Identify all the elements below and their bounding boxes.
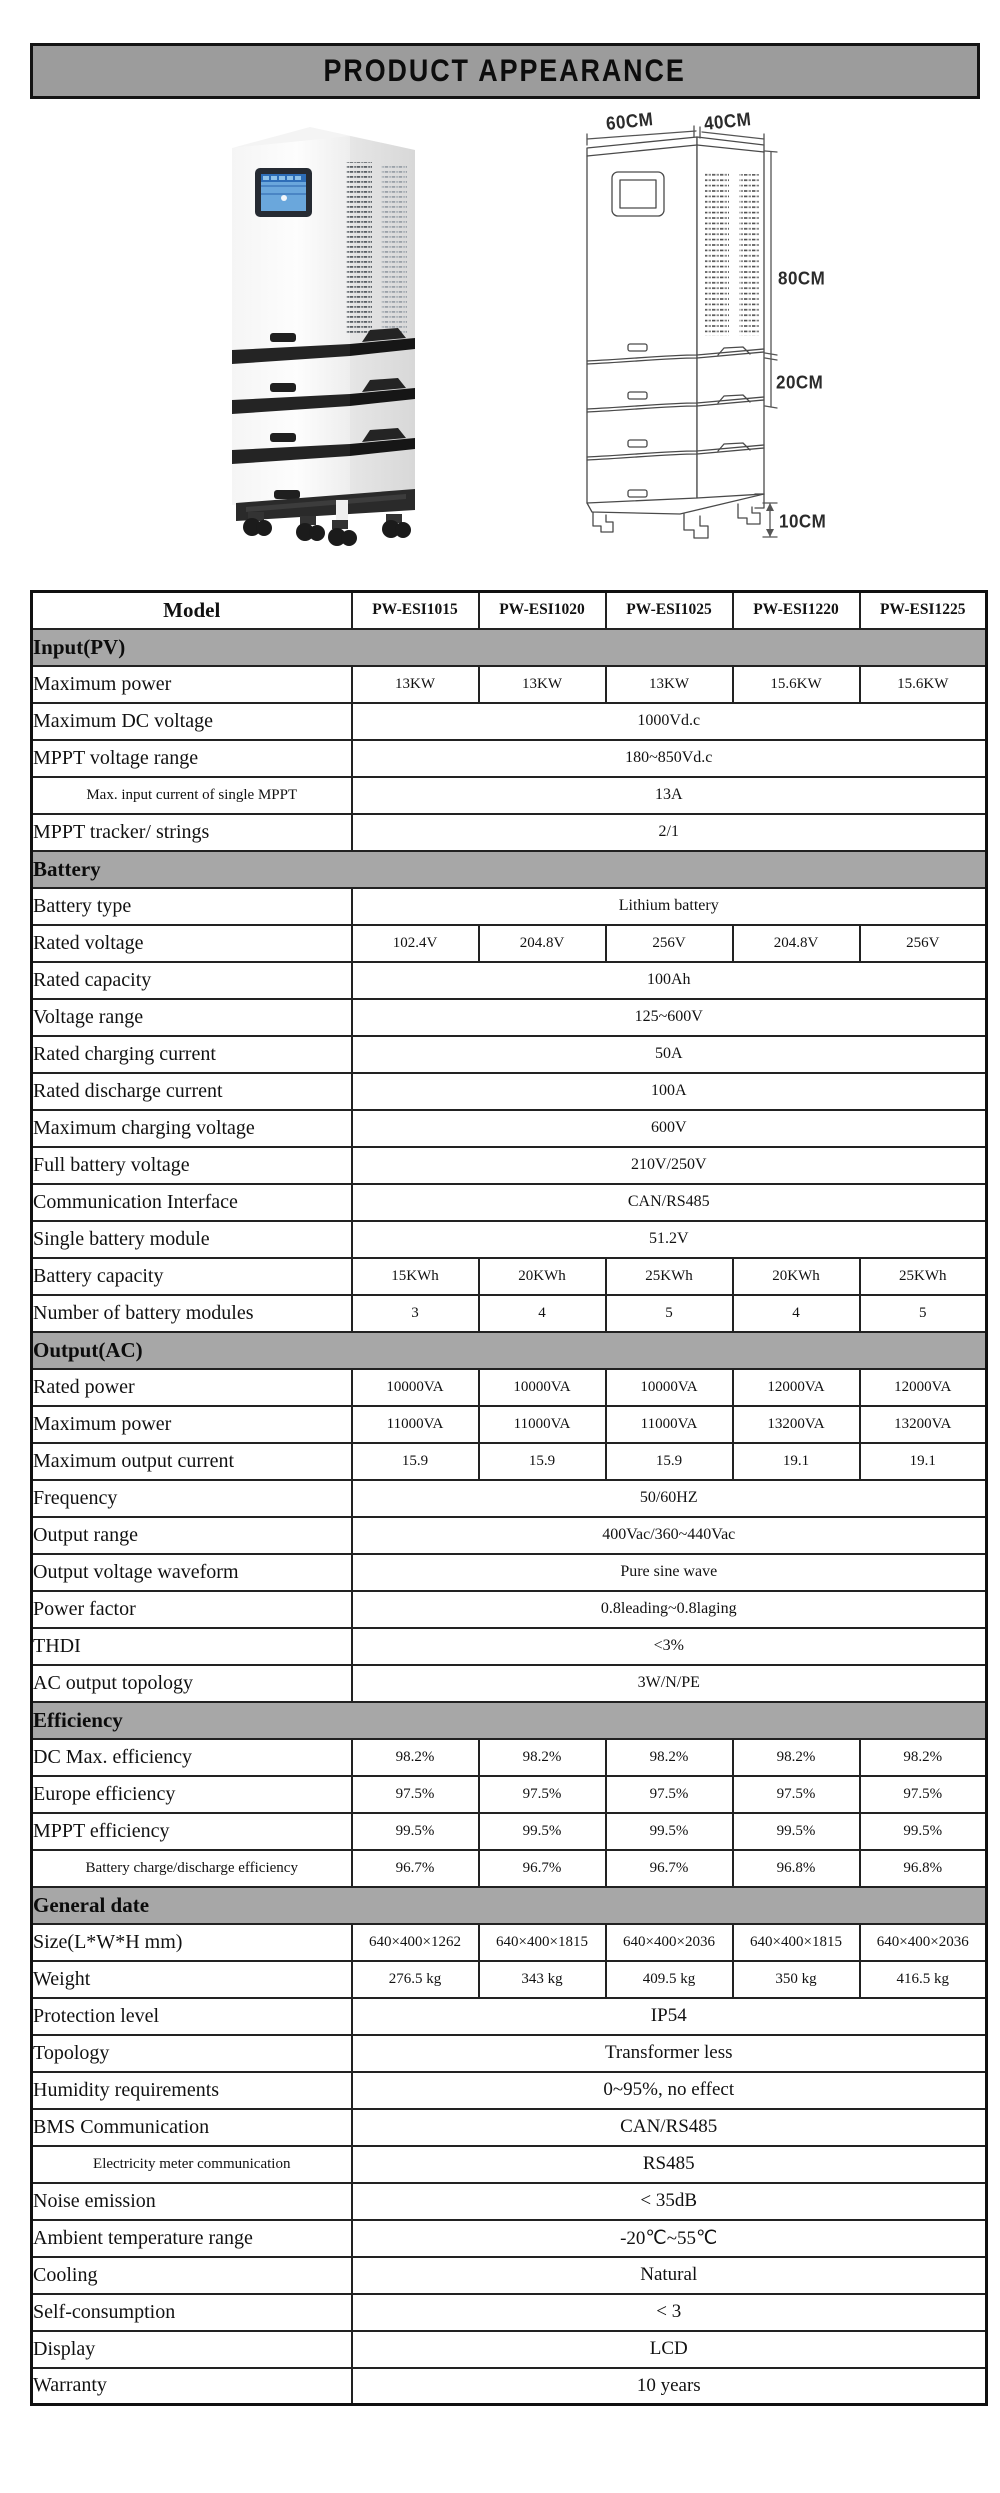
dimension-drawing [587,126,777,538]
spec-span-value: 400Vac/360~440Vac [352,1517,987,1554]
spec-label: Maximum power [32,666,352,703]
section-row-output_ac [32,1332,987,1369]
spec-row [32,2035,987,2072]
spec-value: 204.8V [479,925,606,962]
spec-row [32,2294,987,2331]
spec-label: MPPT tracker/ strings [32,814,352,851]
spec-value: 15KWh [352,1258,479,1295]
spec-row [32,2146,987,2183]
spec-label: DC Max. efficiency [32,1739,352,1776]
spec-value: 416.5 kg [860,1961,987,1998]
spec-label: Noise emission [32,2183,352,2220]
spec-row [32,1517,987,1554]
spec-row [32,925,987,962]
spec-value: 640×400×1815 [733,1924,860,1961]
spec-span-value: 100A [352,1073,987,1110]
spec-span-value: Natural [352,2257,987,2294]
spec-row [32,666,987,703]
spec-value: 256V [606,925,733,962]
spec-value: 10000VA [352,1369,479,1406]
spec-label: Rated capacity [32,962,352,999]
spec-label: MPPT efficiency [32,1813,352,1850]
spec-row [32,888,987,925]
dim-label-20cm: 20CM [776,372,824,393]
spec-label: Topology [32,2035,352,2072]
spec-table [30,590,988,2406]
spec-value: 3 [352,1295,479,1332]
model-name: PW-ESI1020 [479,592,606,629]
dim-label-60cm: 60CM [604,108,655,135]
section-row-input_pv [32,629,987,666]
spec-label: BMS Communication [32,2109,352,2146]
section-row-battery [32,851,987,888]
spec-value: 640×400×1262 [352,1924,479,1961]
spec-label: Weight [32,1961,352,1998]
spec-label: MPPT voltage range [32,740,352,777]
spec-row [32,777,987,814]
spec-value: 409.5 kg [606,1961,733,1998]
spec-label: Number of battery modules [32,1295,352,1332]
spec-value: 11000VA [352,1406,479,1443]
spec-row [32,2257,987,2294]
spec-row [32,2331,987,2368]
spec-row [32,1036,987,1073]
dim-label-10cm: 10CM [779,511,827,532]
display-screen [255,168,312,217]
spec-label: Battery capacity [32,1258,352,1295]
spec-value: 13200VA [860,1406,987,1443]
spec-value: 10000VA [606,1369,733,1406]
spec-row [32,1739,987,1776]
spec-span-value: CAN/RS485 [352,2109,987,2146]
spec-label: Rated power [32,1369,352,1406]
spec-value: 19.1 [860,1443,987,1480]
spec-value: 12000VA [733,1369,860,1406]
spec-row [32,2109,987,2146]
spec-span-value: Transformer less [352,2035,987,2072]
spec-value: 13KW [606,666,733,703]
spec-value: 97.5% [479,1776,606,1813]
spec-span-value: 1000Vd.c [352,703,987,740]
spec-span-value: 100Ah [352,962,987,999]
spec-value: 98.2% [860,1739,987,1776]
spec-span-value: 13A [352,777,987,814]
spec-value: 4 [733,1295,860,1332]
spec-label: Max. input current of single MPPT [32,777,352,814]
spec-row [32,1147,987,1184]
spec-row [32,999,987,1036]
spec-value: 97.5% [733,1776,860,1813]
spec-value: 15.9 [606,1443,733,1480]
spec-label: Maximum charging voltage [32,1110,352,1147]
product-photo [232,127,415,546]
spec-label: Size(L*W*H mm) [32,1924,352,1961]
model-name: PW-ESI1025 [606,592,733,629]
spec-label: Single battery module [32,1221,352,1258]
spec-value: 20KWh [479,1258,606,1295]
spec-value: 11000VA [479,1406,606,1443]
spec-label: Battery charge/discharge efficiency [32,1850,352,1887]
spec-value: 13KW [479,666,606,703]
spec-value: 96.7% [606,1850,733,1887]
section-header-battery: Battery [32,851,987,888]
spec-value: 15.9 [479,1443,606,1480]
spec-value: 25KWh [606,1258,733,1295]
spec-label: Cooling [32,2257,352,2294]
spec-label: Rated voltage [32,925,352,962]
spec-span-value: <3% [352,1628,987,1665]
spec-span-value: 51.2V [352,1221,987,1258]
spec-label: Voltage range [32,999,352,1036]
spec-label: Battery type [32,888,352,925]
spec-row [32,1258,987,1295]
spec-label: Communication Interface [32,1184,352,1221]
spec-value: 15.6KW [860,666,987,703]
spec-row [32,1369,987,1406]
spec-value: 99.5% [860,1813,987,1850]
spec-label: Rated charging current [32,1036,352,1073]
spec-label: Frequency [32,1480,352,1517]
spec-span-value: 3W/N/PE [352,1665,987,1702]
spec-label: Electricity meter communication [32,2146,352,2183]
spec-value: 640×400×1815 [479,1924,606,1961]
page-title: PRODUCT APPEARANCE [323,53,687,88]
spec-label: Full battery voltage [32,1147,352,1184]
section-header-efficiency: Efficiency [32,1702,987,1739]
spec-value: 98.2% [479,1739,606,1776]
spec-row [32,1998,987,2035]
section-row-efficiency [32,1702,987,1739]
spec-value: 12000VA [860,1369,987,1406]
model-header-label: Model [32,592,352,629]
model-name: PW-ESI1220 [733,592,860,629]
spec-row [32,2183,987,2220]
spec-row [32,703,987,740]
spec-span-value: 180~850Vd.c [352,740,987,777]
spec-span-value: IP54 [352,1998,987,2035]
spec-value: 19.1 [733,1443,860,1480]
spec-value: 99.5% [479,1813,606,1850]
spec-value: 96.7% [479,1850,606,1887]
spec-span-value: RS485 [352,2146,987,2183]
spec-value: 15.9 [352,1443,479,1480]
spec-value: 97.5% [352,1776,479,1813]
spec-row [32,1961,987,1998]
spec-value: 350 kg [733,1961,860,1998]
spec-label: Maximum output current [32,1443,352,1480]
spec-value: 15.6KW [733,666,860,703]
spec-row [32,1554,987,1591]
spec-table-body [32,629,987,2405]
spec-span-value: 50/60HZ [352,1480,987,1517]
spec-value: 98.2% [352,1739,479,1776]
spec-value: 99.5% [733,1813,860,1850]
section-header-output_ac: Output(AC) [32,1332,987,1369]
section-header-general: General date [32,1887,987,1924]
spec-value: 256V [860,925,987,962]
spec-value: 13200VA [733,1406,860,1443]
spec-value: 96.8% [860,1850,987,1887]
model-header-row [32,592,987,629]
spec-span-value: LCD [352,2331,987,2368]
spec-span-value: 125~600V [352,999,987,1036]
spec-label: AC output topology [32,1665,352,1702]
spec-label: Maximum power [32,1406,352,1443]
spec-span-value: CAN/RS485 [352,1184,987,1221]
spec-span-value: 2/1 [352,814,987,851]
section-header-input_pv: Input(PV) [32,629,987,666]
spec-label: Maximum DC voltage [32,703,352,740]
spec-value: 640×400×2036 [860,1924,987,1961]
spec-value: 5 [860,1295,987,1332]
spec-value: 276.5 kg [352,1961,479,1998]
spec-row [32,1665,987,1702]
spec-row [32,1813,987,1850]
product-figures [0,0,1000,590]
spec-row [32,1073,987,1110]
spec-span-value: Pure sine wave [352,1554,987,1591]
spec-value: 97.5% [606,1776,733,1813]
spec-value: 5 [606,1295,733,1332]
spec-value: 97.5% [860,1776,987,1813]
spec-row [32,2072,987,2109]
spec-row [32,1591,987,1628]
spec-row [32,2368,987,2405]
spec-value: 96.8% [733,1850,860,1887]
spec-value: 98.2% [606,1739,733,1776]
spec-label: Power factor [32,1591,352,1628]
spec-value: 96.7% [352,1850,479,1887]
spec-label: Output range [32,1517,352,1554]
spec-value: 640×400×2036 [606,1924,733,1961]
dim-label-40cm: 40CM [702,108,753,135]
spec-label: Protection level [32,1998,352,2035]
spec-row [32,1443,987,1480]
spec-row [32,1850,987,1887]
spec-value: 343 kg [479,1961,606,1998]
spec-span-value: Lithium battery [352,888,987,925]
spec-value: 25KWh [860,1258,987,1295]
spec-span-value: 0~95%, no effect [352,2072,987,2109]
spec-row [32,1776,987,1813]
spec-label: Europe efficiency [32,1776,352,1813]
spec-span-value: 50A [352,1036,987,1073]
spec-label: Warranty [32,2368,352,2405]
spec-value: 99.5% [606,1813,733,1850]
spec-value: 20KWh [733,1258,860,1295]
spec-value: 98.2% [733,1739,860,1776]
model-name: PW-ESI1015 [352,592,479,629]
spec-span-value: 10 years [352,2368,987,2405]
spec-row [32,1295,987,1332]
spec-label: Self-consumption [32,2294,352,2331]
spec-value: 102.4V [352,925,479,962]
dim-label-80cm: 80CM [778,268,826,289]
spec-span-value: < 35dB [352,2183,987,2220]
spec-row [32,1480,987,1517]
section-row-general [32,1887,987,1924]
spec-row [32,814,987,851]
spec-row [32,1628,987,1665]
spec-value: 11000VA [606,1406,733,1443]
spec-span-value: 600V [352,1110,987,1147]
spec-row [32,740,987,777]
spec-value: 99.5% [352,1813,479,1850]
spec-label: Display [32,2331,352,2368]
spec-row [32,1221,987,1258]
spec-label: Humidity requirements [32,2072,352,2109]
spec-label: Rated discharge current [32,1073,352,1110]
spec-row [32,1110,987,1147]
spec-row [32,962,987,999]
spec-value: 10000VA [479,1369,606,1406]
spec-value: 204.8V [733,925,860,962]
spec-row [32,1924,987,1961]
spec-span-value: 210V/250V [352,1147,987,1184]
model-name: PW-ESI1225 [860,592,987,629]
spec-label: Ambient temperature range [32,2220,352,2257]
spec-span-value: -20℃~55℃ [352,2220,987,2257]
spec-span-value: 0.8leading~0.8laging [352,1591,987,1628]
spec-value: 4 [479,1295,606,1332]
spec-span-value: < 3 [352,2294,987,2331]
spec-value: 13KW [352,666,479,703]
spec-row [32,1406,987,1443]
spec-label: Output voltage waveform [32,1554,352,1591]
spec-row [32,1184,987,1221]
spec-row [32,2220,987,2257]
spec-label: THDI [32,1628,352,1665]
